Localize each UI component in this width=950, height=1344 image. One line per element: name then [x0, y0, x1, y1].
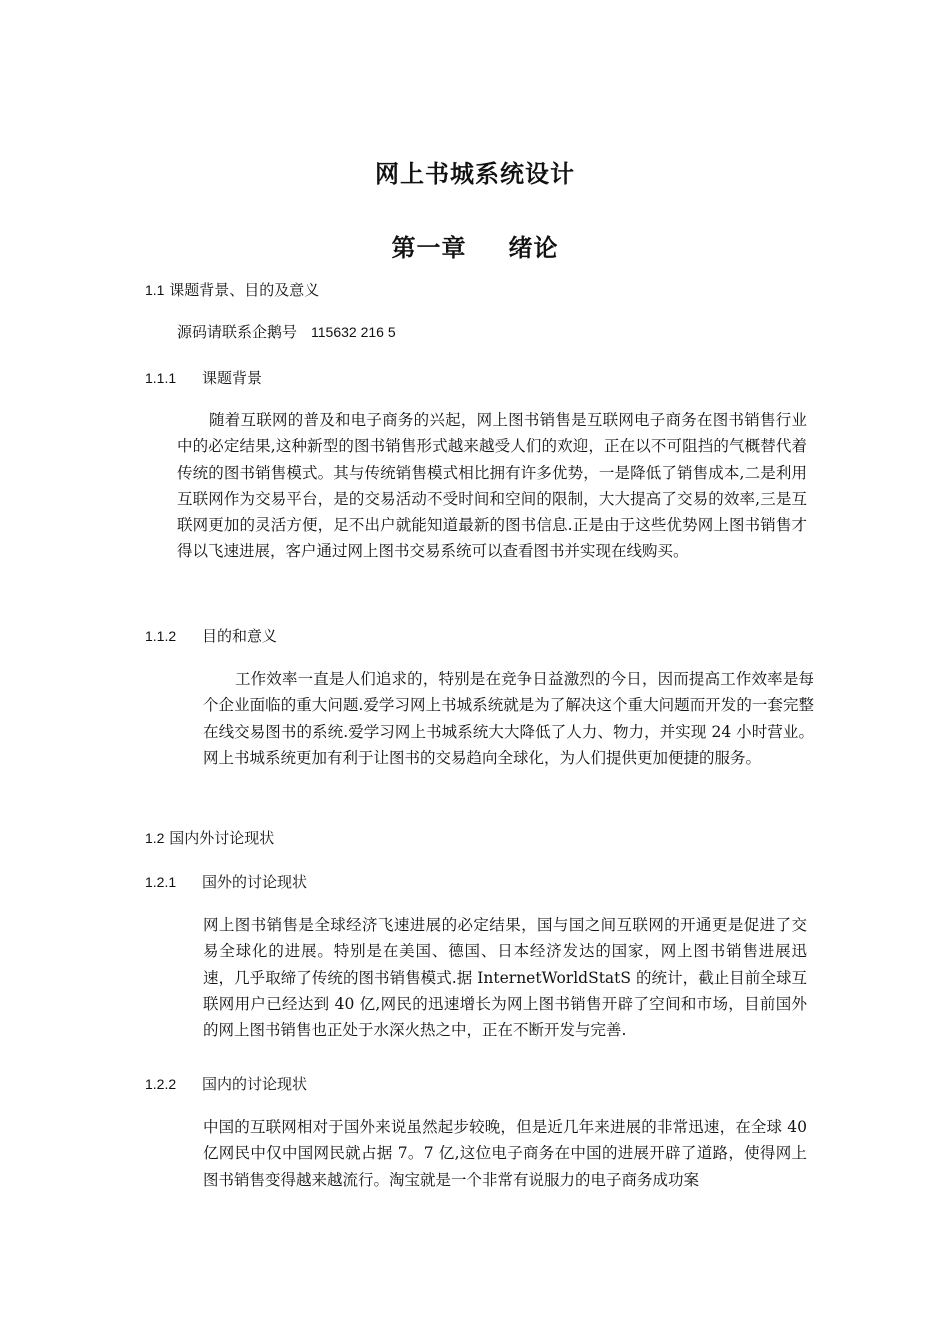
document-title: 网上书城系统设计: [375, 159, 575, 188]
contact-line: [177, 321, 396, 342]
paragraph-domestic-status: 中国的互联网相对于国外来说虽然起步较晚，但是近几年来进展的非常迅速，在全球 40 亿网民中仅中国网民就占据 7。7 亿,这位电子商务在中国的进展开辟了道路，使得网上图书销售变得越来越流行。淘宝就是一个非常有说服力的电子商务成功案: [203, 1118, 807, 1189]
section-number: 1.2.2: [145, 1076, 177, 1092]
section-heading-1-1: [145, 279, 319, 300]
contact-text: 源码请联系企鹅号: [177, 323, 298, 341]
section-number: 1.2.1: [145, 874, 177, 890]
section-title: 目的和意义: [202, 627, 278, 645]
section-number: 1.1.1: [145, 370, 177, 386]
section-heading-1-2-2: [145, 1073, 307, 1094]
paragraph-foreign-status: 网上图书销售是全球经济飞速进展的必定结果，国与国之间互联网的开通更是促进了交易全球化的进展。特别是在美国、德国、日本经济发达的国家，网上图书销售进展迅速，几乎取缔了传统的图书销售模式.据 InternetWorldStatS 的统计，截止目前全球互联网用户已经达到 40 亿,网民的迅速增长为网上图书销售开辟了空间和市场，目前国外的网上图书销售也正处于水深火热之中，正在不断开发与完善.: [203, 916, 807, 1040]
section-heading-1-1-1: [145, 367, 262, 388]
chapter-label: 第一章: [391, 233, 467, 262]
section-number: 1.2: [145, 830, 165, 846]
section-number: 1.1.2: [145, 628, 177, 644]
paragraph-background: 随着互联网的普及和电子商务的兴起，网上图书销售是互联网电子商务在图书销售行业中的必定结果,这种新型的图书销售形式越来越受人们的欢迎，正在以不可阻挡的气概替代着传统的图书销售模式。其与传统销售模式相比拥有许多优势，一是降低了销售成本,二是利用互联网作为交易平台，是的交易活动不受时间和空间的限制，大大提高了交易的效率,三是互联网更加的灵活方便，足不出户就能知道最新的图书信息.正是由于这些优势网上图书销售才得以飞速进展，客户通过网上图书交易系统可以查看图书并实现在线购买。: [177, 411, 807, 561]
chapter-title: [0, 228, 950, 263]
paragraph-purpose: 工作效率一直是人们追求的，特别是在竞争日益激烈的今日，因而提高工作效率是每个企业面临的重大问题.爱学习网上书城系统就是为了解决这个重大问题而开发的一套完整在线交易图书的系统.爱学习网上书城系统大大降低了人力、物力，并实现 24 小时营业。网上书城系统更加有利于让图书的交易趋向全球化，为人们提供更加便捷的服务。: [203, 670, 814, 767]
section-heading-1-2: [145, 827, 274, 848]
section-title: 国外的讨论现状: [202, 873, 308, 891]
chapter-name: 绪论: [508, 233, 559, 262]
section-heading-1-2-1: [145, 871, 307, 892]
section-title: 课题背景: [202, 369, 263, 387]
section-number: 1.1: [145, 282, 165, 298]
contact-code: 115632 216 5: [311, 324, 396, 340]
section-heading-1-1-2: [145, 625, 277, 646]
section-title: 国内外讨论现状: [169, 829, 275, 847]
section-title: 国内的讨论现状: [202, 1075, 308, 1093]
section-title: 课题背景、目的及意义: [169, 281, 320, 299]
